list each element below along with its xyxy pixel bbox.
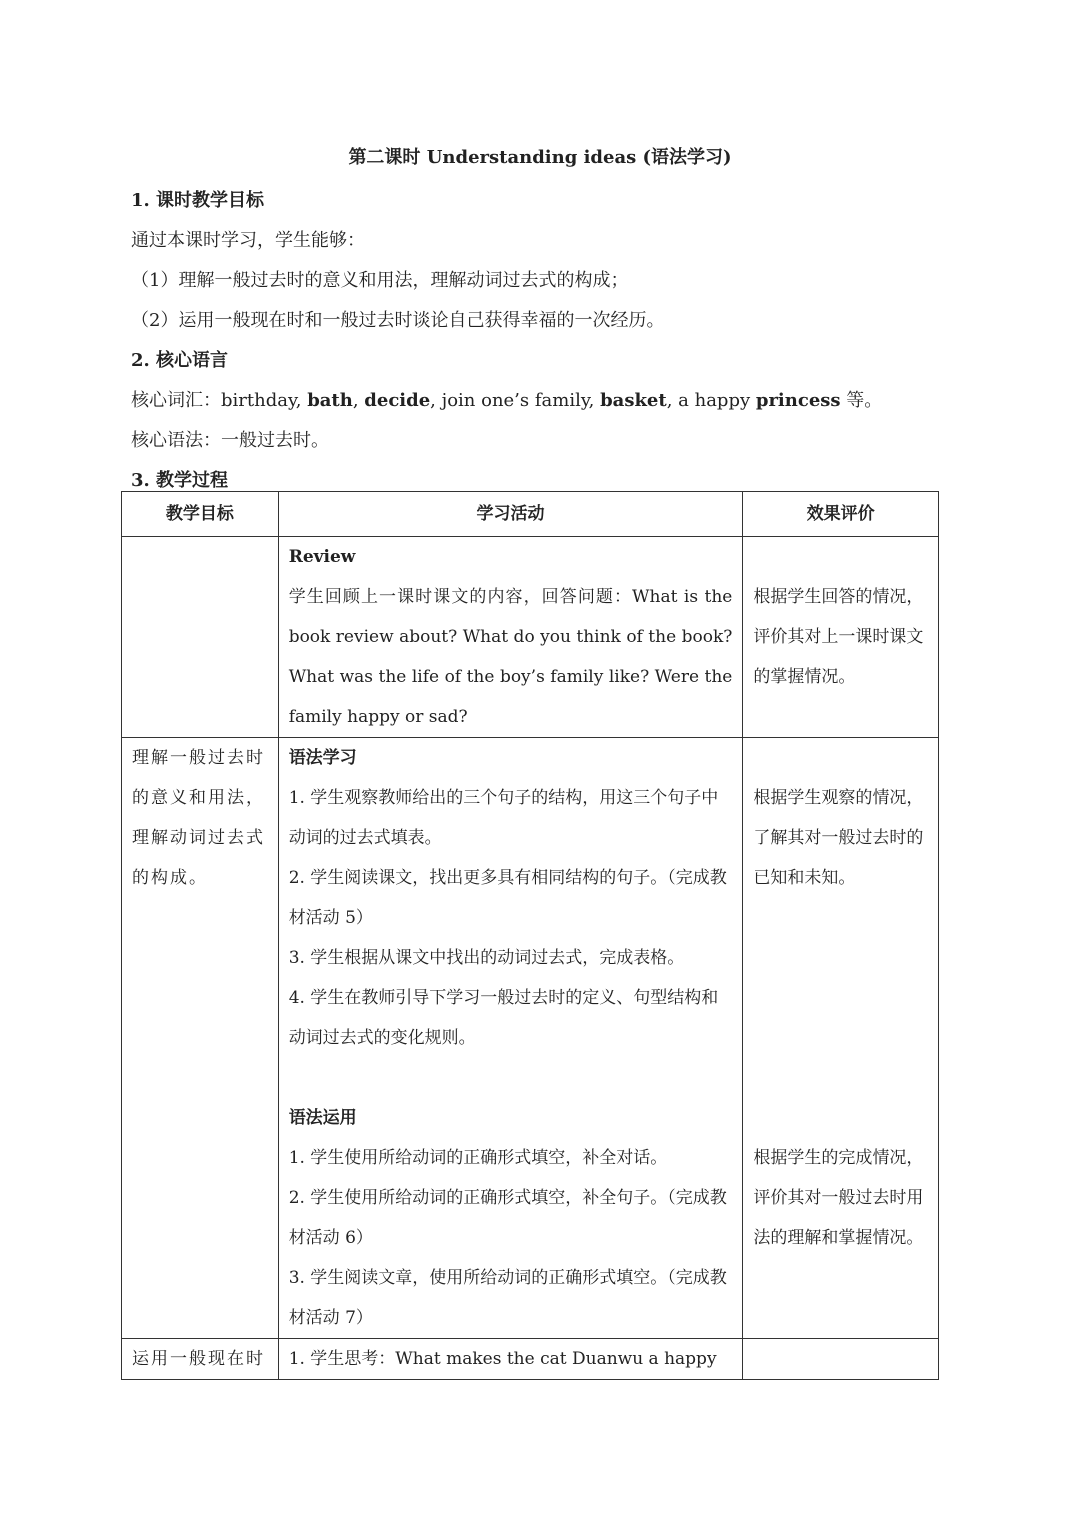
table-row	[122, 537, 939, 738]
row3-activity: 1. 学生思考：What makes the cat Duanwu a happy	[278, 1339, 743, 1380]
row1-activity	[278, 537, 743, 738]
table-header-row	[122, 492, 939, 537]
row3-goal: 运用一般现在时	[122, 1339, 279, 1380]
row2-evaluation-2: 根据学生的完成情况，评价其对一般过去时用法的理解和掌握情况。	[753, 1148, 924, 1248]
vocab-list	[221, 390, 882, 411]
review-text: 学生回顾上一课时课文的内容，回答问题：What is the book review about? What do you think of the book? What was the life of the boy’s family like? Were the family happy or sad?	[288, 587, 733, 727]
page-title: 第二课时 Understanding ideas (语法学习)	[348, 147, 732, 168]
vocab-key-word: basket	[600, 390, 667, 411]
grammar-learning-item: 1. 学生观察教师给出的三个句子的结构，用这三个句子中动词的过去式填表。	[288, 788, 719, 848]
grammar-use-item: 2. 学生使用所给动词的正确形式填空，补全句子。（完成教材活动 6）	[288, 1188, 727, 1248]
core-vocabulary	[131, 386, 882, 412]
vocab-key-word: bath	[307, 390, 353, 411]
grammar-learning-title: 语法学习	[288, 748, 357, 768]
vocab-text: , join one’s family,	[430, 390, 601, 411]
grammar-learning-item: 2. 学生阅读课文，找出更多具有相同结构的句子。（完成教材活动 5）	[288, 868, 727, 928]
header-goal: 教学目标	[122, 492, 279, 537]
section3-heading: 3. 教学过程	[131, 470, 229, 491]
header-evaluation: 效果评价	[743, 492, 939, 537]
review-title: Review	[288, 547, 356, 567]
vocab-text: ,	[352, 390, 365, 411]
grammar-learning-item: 4. 学生在教师引导下学习一般过去时的定义、句型结构和动词过去式的变化规则。	[288, 988, 719, 1048]
section2-heading: 2. 核心语言	[131, 350, 229, 371]
section1-heading: 1. 课时教学目标	[131, 190, 265, 211]
goal-item-1: （1）理解一般过去时的意义和用法，理解动词过去式的构成；	[131, 270, 629, 291]
teaching-process-table	[121, 491, 939, 1380]
table-row	[122, 1339, 939, 1380]
grammar-use-item: 3. 学生阅读文章，使用所给动词的正确形式填空。（完成教材活动 7）	[288, 1268, 727, 1328]
vocab-text: 等。	[840, 390, 883, 411]
vocab-key-word: princess	[755, 390, 841, 411]
header-activity: 学习活动	[278, 492, 743, 537]
goal-item-2: （2）运用一般现在时和一般过去时谈论自己获得幸福的一次经历。	[131, 310, 665, 331]
core-grammar: 核心语法：一般过去时。	[131, 430, 329, 451]
row2-activity	[278, 738, 743, 1339]
vocab-text: birthday,	[221, 390, 308, 411]
row2-goal: 理解一般过去时的意义和用法，理解动词过去式的构成。	[122, 738, 279, 1339]
vocab-text: , a happy	[666, 390, 756, 411]
row1-evaluation-text: 根据学生回答的情况，评价其对上一课时课文的掌握情况。	[753, 587, 924, 687]
vocab-label: 核心词汇：	[131, 390, 221, 411]
row2-evaluation	[743, 738, 939, 1339]
grammar-use-item: 1. 学生使用所给动词的正确形式填空，补全对话。	[288, 1148, 668, 1168]
section1-intro: 通过本课时学习，学生能够：	[131, 230, 365, 251]
row1-evaluation	[743, 537, 939, 738]
vocab-key-word: decide	[364, 390, 431, 411]
row1-goal	[122, 537, 279, 738]
table-row	[122, 738, 939, 1339]
row3-evaluation	[743, 1339, 939, 1380]
row2-evaluation-1: 根据学生观察的情况，了解其对一般过去时的已知和未知。	[753, 788, 924, 888]
grammar-learning-item: 3. 学生根据从课文中找出的动词过去式，完成表格。	[288, 948, 685, 968]
grammar-use-title: 语法运用	[288, 1108, 357, 1128]
